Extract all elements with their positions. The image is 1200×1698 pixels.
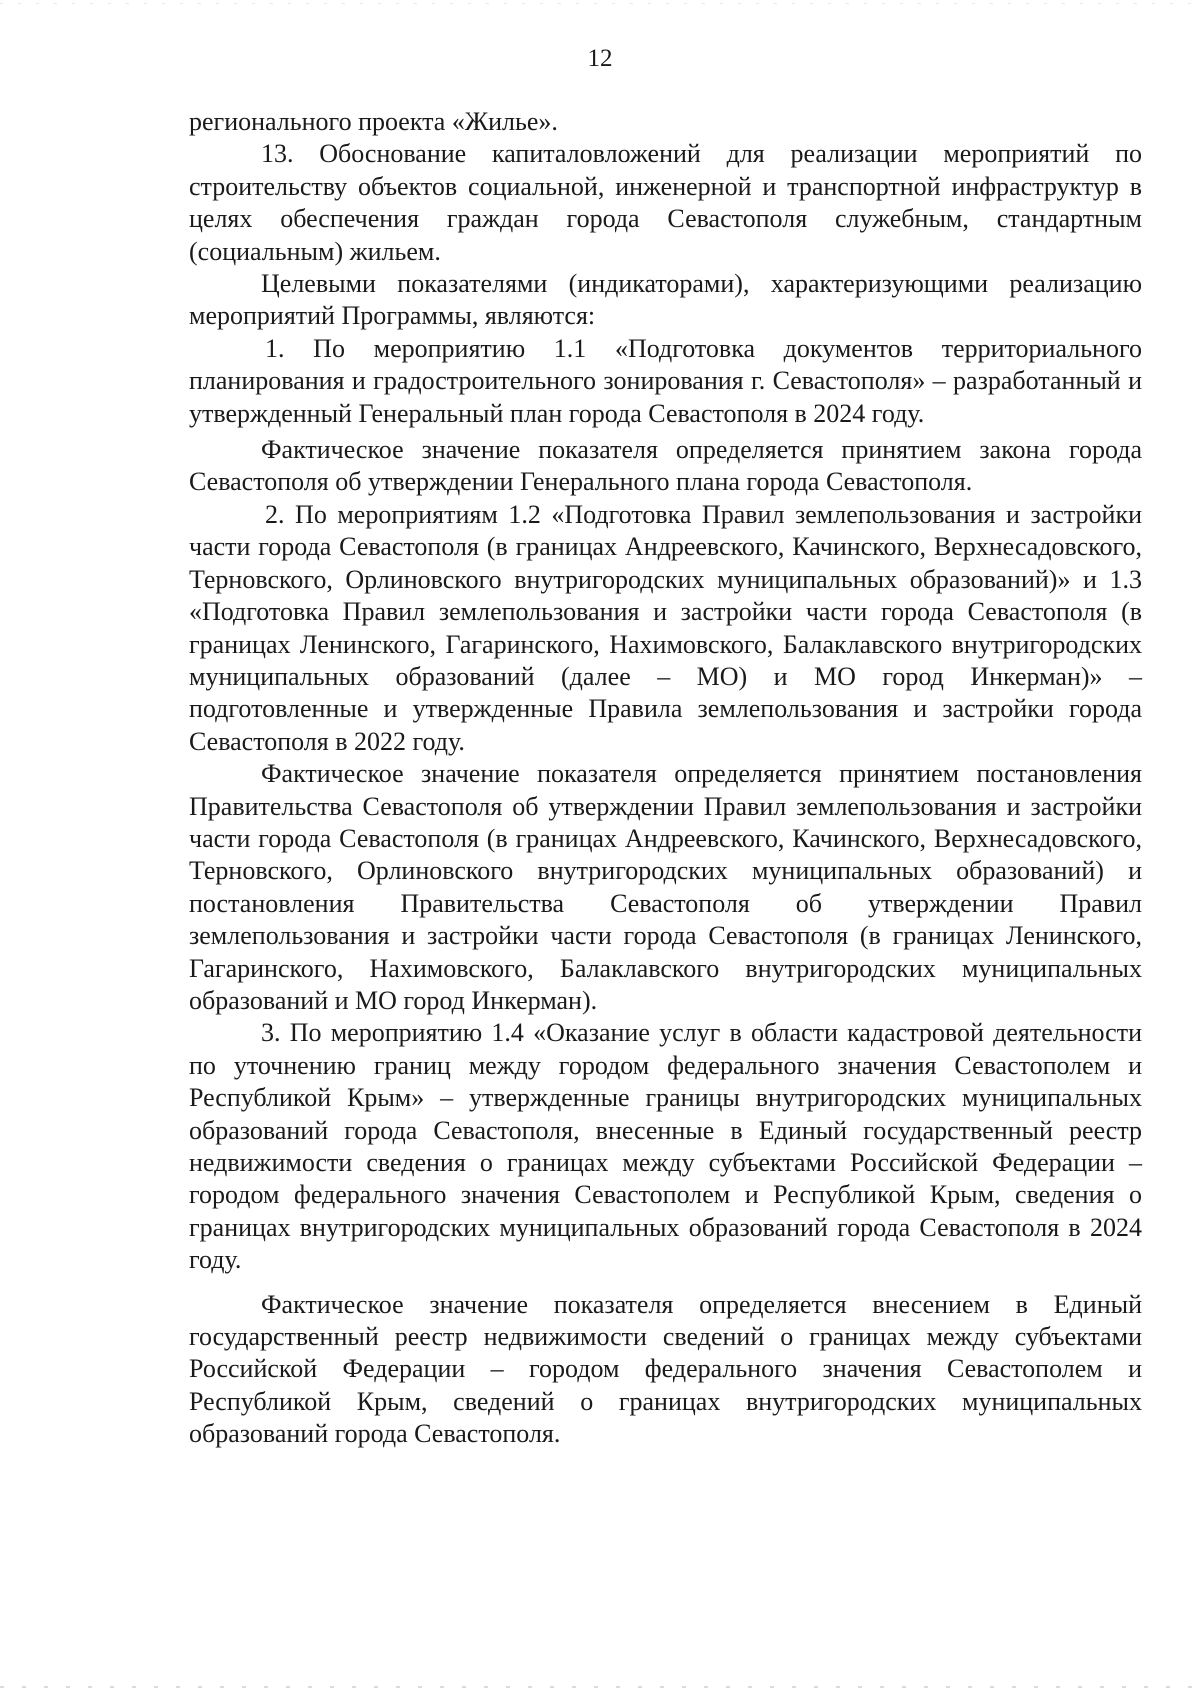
document-body (189, 106, 1142, 1451)
paragraph-indicator-2: 2. По мероприятиям 1.2 «Подготовка Правил землепользования и застройки части города Севастополя (в границах Андреевского, Качинского, Верхнесадовского, Терновского, Орлиновского внутригородских муниципальных образований)» и 1.3 «Подготовка Правил землепользования и застройки части города Севастополя (в границах Ленинского, Гагаринского, Нахимовского, Балаклавского внутригородских муниципальных образований (далее – МО) и МО город Инкерман)» – подготовленные и утвержденные Правила землепользования и застройки города Севастополя в 2022 году. (189, 499, 1142, 756)
paragraph-target-indicators: Целевыми показателями (индикаторами), характеризующими реализацию мероприятий Программы, являются: (189, 269, 1142, 331)
paragraph-indicator-1-value: Фактическое значение показателя определяется принятием закона города Севастополя об утверждении Генерального плана города Севастополя. (189, 435, 1142, 497)
paragraph-indicator-2-value: Фактическое значение показателя определяется принятием постановления Правительства Севастополя об утверждении Правил землепользования и застройки части города Севастополя (в границах Андреевского, Качинского, Верхнесадовского, Терновского, Орлиновского внутригородских муниципальных образований) и постановления Правительства Севастополя об утверждении Правил землепользования и застройки части города Севастополя (в границах Ленинского, Гагаринского, Нахимовского, Балаклавского внутригородских муниципальных образований и МО город Инкерман). (189, 759, 1142, 1015)
paragraph-indicator-1: 1. По мероприятию 1.1 «Подготовка документов территориального планирования и градостроительного зонирования г. Севастополя» – разработанный и утвержденный Генеральный план города Севастополя в 2024 году. (189, 333, 1142, 428)
page-number: 12 (587, 45, 613, 72)
paragraph-indicator-3-value: Фактическое значение показателя определяется внесением в Единый государственный реестр недвижимости сведений о границах между субъектами Российской Федерации – городом федерального значения Севастополем и Республикой Крым, сведений о границах внутригородских муниципальных образований города Севастополя. (189, 1289, 1142, 1449)
paragraph-continuation: регионального проекта «Жилье». (189, 107, 558, 136)
scan-edge-top (0, 3, 1200, 4)
scan-edge-bottom (0, 1686, 1200, 1688)
paragraph-indicator-3: 3. По мероприятию 1.4 «Оказание услуг в области кадастровой деятельности по уточнению границ между городом федерального значения Севастополем и Республикой Крым» – утвержденные границы внутригородских муниципальных образований города Севастополя, внесенные в Единый государственный реестр недвижимости сведения о границах между субъектами Российской Федерации – городом федерального значения Севастополем и Республикой Крым, сведения о границах внутригородских муниципальных образований города Севастополя в 2024 году. (189, 1018, 1142, 1275)
paragraph-item-13: 13. Обоснование капиталовложений для реализации мероприятий по строительству объектов социальной, инженерной и транспортной инфраструктур в целях обеспечения граждан города Севастополя служебным, стандартным (социальным) жильем. (189, 139, 1142, 266)
